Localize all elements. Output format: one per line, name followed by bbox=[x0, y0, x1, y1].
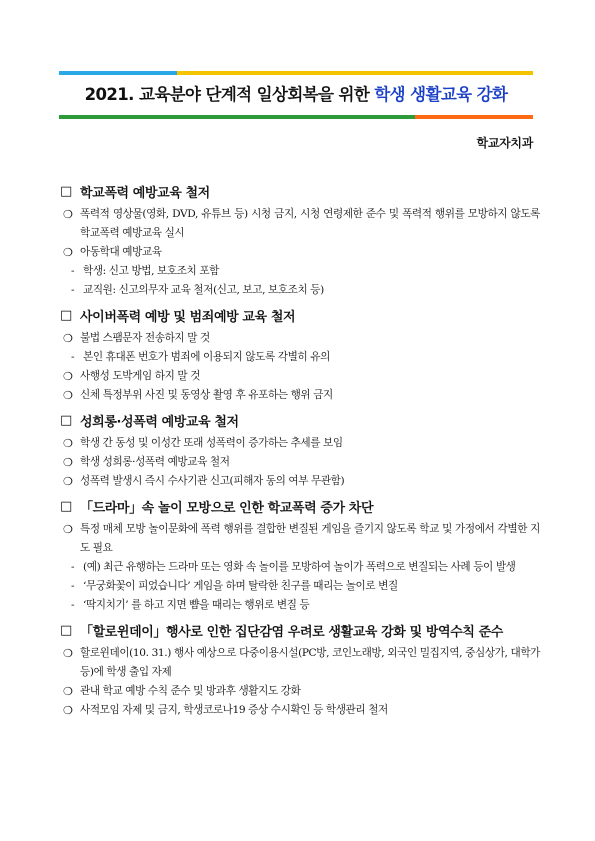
bullet-item bbox=[60, 453, 540, 472]
section-heading bbox=[60, 180, 540, 202]
checkbox-square-icon: □ bbox=[60, 498, 72, 514]
section-heading-text: 「할로윈데이」행사로 인한 집단감염 우려로 생활교육 강화 및 방역수칙 준수 bbox=[80, 624, 503, 640]
bullet-item bbox=[60, 386, 540, 405]
bullet-item bbox=[60, 520, 540, 558]
sub-item bbox=[60, 596, 540, 615]
section-heading-text: 학교폭력 예방교육 철저 bbox=[80, 185, 210, 201]
item-text: 특정 매체 모방 놀이문화에 폭력 행위를 결합한 변질된 게임을 즐기지 않도록 학교 및 가정에서 각별한 지도 필요 bbox=[80, 523, 540, 554]
item-text: 학생 성희롱·성폭력 예방교육 철저 bbox=[80, 456, 230, 468]
dash-icon: - bbox=[71, 599, 75, 611]
dash-icon: - bbox=[71, 265, 75, 277]
item-text: ‘딱지치기’ 를 하고 지면 뺨을 때리는 행위로 변질 등 bbox=[83, 599, 310, 611]
document-title-prefix: 2021. 교육분야 단계적 일상회복을 위한 bbox=[84, 85, 375, 104]
circle-bullet-icon: ❍ bbox=[63, 370, 73, 383]
checkbox-square-icon: □ bbox=[60, 412, 72, 428]
bullet-item bbox=[60, 205, 540, 243]
circle-bullet-icon: ❍ bbox=[63, 647, 73, 660]
item-text: 관내 학교 예방 수칙 준수 및 방과후 생활지도 강화 bbox=[80, 685, 301, 697]
item-text: 교직원: 신고의무자 교육 철저(신고, 보고, 보호조치 등) bbox=[83, 284, 324, 296]
bullet-item bbox=[60, 367, 540, 386]
checkbox-square-icon: □ bbox=[60, 307, 72, 323]
circle-bullet-icon: ❍ bbox=[63, 208, 73, 221]
document-title bbox=[59, 75, 533, 115]
circle-bullet-icon: ❍ bbox=[63, 332, 73, 345]
item-text: 신체 특정부위 사진 및 동영상 촬영 후 유포하는 행위 금지 bbox=[80, 389, 333, 401]
bullet-item bbox=[60, 243, 540, 262]
item-text: 아동학대 예방교육 bbox=[80, 246, 162, 258]
item-text: 사행성 도박게임 하지 말 것 bbox=[80, 370, 201, 382]
item-text: 성폭력 발생시 즉시 수사기관 신고(피해자 동의 여부 무관함) bbox=[80, 475, 345, 487]
section-heading-text: 성희롱·성폭력 예방교육 철저 bbox=[80, 414, 239, 430]
section-heading bbox=[60, 304, 540, 326]
sub-item bbox=[60, 558, 540, 577]
section bbox=[60, 180, 540, 300]
dash-icon: - bbox=[71, 561, 75, 573]
bullet-item bbox=[60, 701, 540, 720]
sub-item bbox=[60, 262, 540, 281]
item-text: 본인 휴대폰 번호가 범죄에 이용되지 않도록 각별히 유의 bbox=[83, 351, 330, 363]
section-heading bbox=[60, 619, 540, 641]
document-title-highlight: 학생 생활교육 강화 bbox=[374, 85, 508, 104]
sub-item bbox=[60, 577, 540, 596]
title-bottom-bar-orange bbox=[415, 115, 533, 119]
bullet-item bbox=[60, 644, 540, 682]
dash-icon: - bbox=[71, 351, 75, 363]
sub-item bbox=[60, 281, 540, 300]
bullet-item bbox=[60, 329, 540, 348]
item-text: 폭력적 영상물(영화, DVD, 유튜브 등) 시청 금지, 시청 연령제한 준수 및 폭력적 행위를 모방하지 않도록 학교폭력 예방교육 실시 bbox=[80, 208, 540, 239]
department-label: 학교자치과 bbox=[476, 136, 533, 150]
sub-item bbox=[60, 348, 540, 367]
bullet-item bbox=[60, 682, 540, 701]
title-bottom-bar bbox=[59, 115, 533, 119]
checkbox-square-icon: □ bbox=[60, 622, 72, 638]
circle-bullet-icon: ❍ bbox=[63, 456, 73, 469]
bullet-item bbox=[60, 472, 540, 491]
circle-bullet-icon: ❍ bbox=[63, 389, 73, 402]
item-text: 사적모임 자제 및 금지, 학생코로나19 증상 수시확인 등 학생관리 철저 bbox=[80, 704, 388, 716]
circle-bullet-icon: ❍ bbox=[63, 523, 73, 536]
item-text: (예) 최근 유행하는 드라마 또는 영화 속 놀이를 모방하여 놀이가 폭력으로 변질되는 사례 등이 발생 bbox=[83, 561, 516, 573]
circle-bullet-icon: ❍ bbox=[63, 246, 73, 259]
section bbox=[60, 304, 540, 405]
circle-bullet-icon: ❍ bbox=[63, 685, 73, 698]
section-heading bbox=[60, 495, 540, 517]
dash-icon: - bbox=[71, 284, 75, 296]
dash-icon: - bbox=[71, 580, 75, 592]
circle-bullet-icon: ❍ bbox=[63, 704, 73, 717]
section bbox=[60, 495, 540, 615]
section bbox=[60, 409, 540, 491]
title-bottom-bar-green bbox=[59, 115, 415, 119]
bullet-item bbox=[60, 434, 540, 453]
circle-bullet-icon: ❍ bbox=[63, 475, 73, 488]
section bbox=[60, 619, 540, 720]
circle-bullet-icon: ❍ bbox=[63, 437, 73, 450]
checkbox-square-icon: □ bbox=[60, 183, 72, 199]
item-text: 불법 스팸문자 전송하지 말 것 bbox=[80, 332, 210, 344]
item-text: 할로윈데이(10. 31.) 행사 예상으로 다중이용시설(PC방, 코인노래방, 외국인 밀집지역, 중심상가, 대학가 등)에 학생 출입 자제 bbox=[80, 647, 540, 678]
section-heading-text: 「드라마」속 놀이 모방으로 인한 학교폭력 증가 차단 bbox=[80, 500, 374, 516]
item-text: 학생: 신고 방법, 보호조치 포함 bbox=[83, 265, 220, 277]
item-text: ‘무궁화꽃이 피었습니다’ 게임을 하며 탈락한 친구를 때리는 놀이로 변질 bbox=[83, 580, 398, 592]
title-block bbox=[59, 71, 533, 119]
section-heading-text: 사이버폭력 예방 및 범죄예방 교육 철저 bbox=[80, 309, 296, 325]
item-text: 학생 간 동성 및 이성간 또래 성폭력이 증가하는 추세를 보임 bbox=[80, 437, 343, 449]
document-body bbox=[60, 180, 540, 724]
section-heading bbox=[60, 409, 540, 431]
